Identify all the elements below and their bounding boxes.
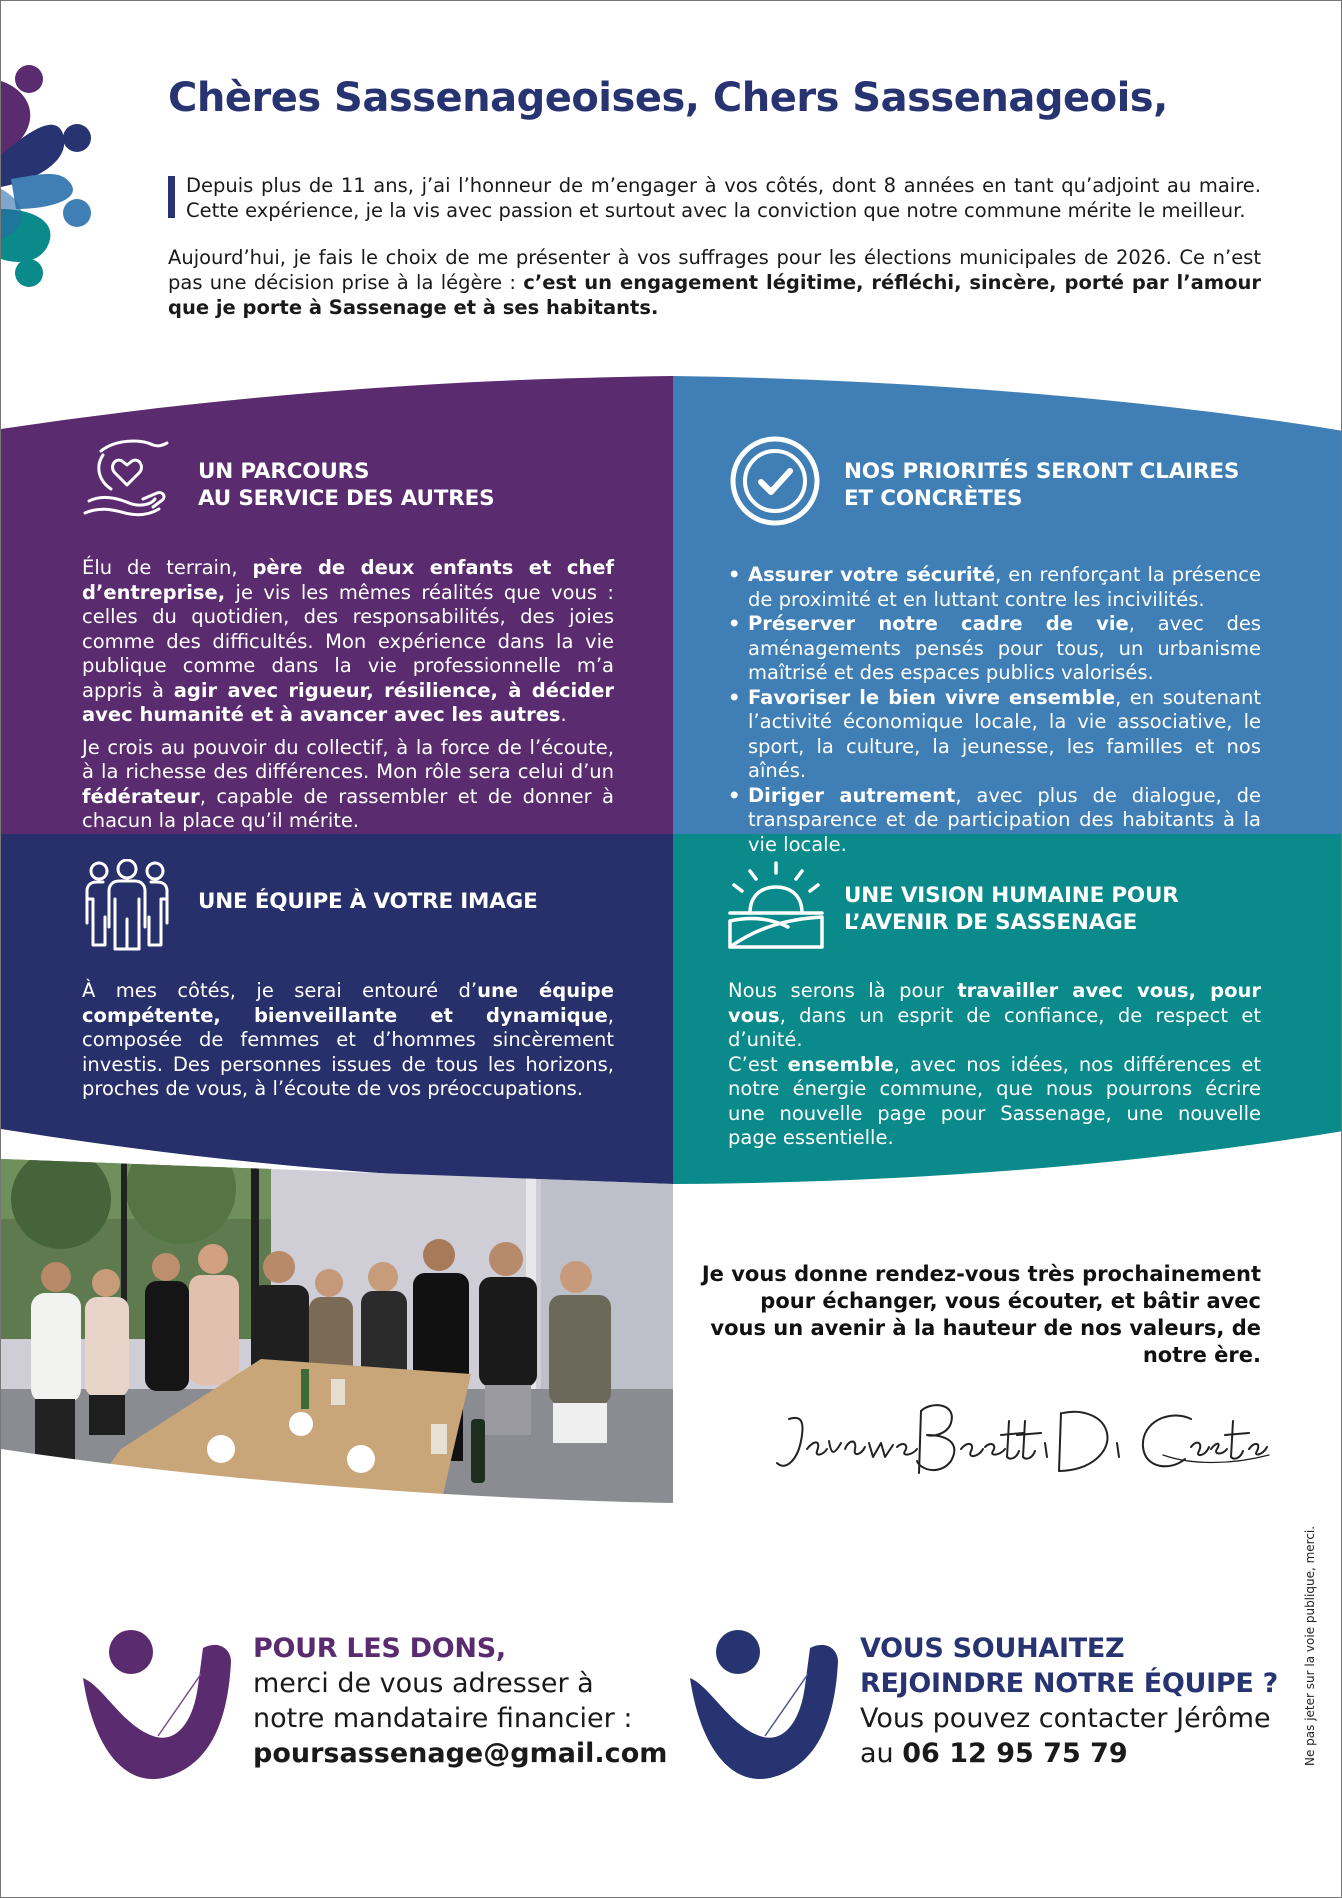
sunrise-icon	[728, 861, 824, 951]
page-title: Chères Sassenageoises, Chers Sassenageois,	[168, 75, 1168, 121]
rejoindre-title-1: VOUS SOUHAITEZ	[860, 1633, 1125, 1664]
team-photo	[1, 1159, 673, 1503]
rejoindre-phone-line: au 06 12 95 75 79	[860, 1738, 1128, 1769]
dons-email: poursassenage@gmail.com	[253, 1738, 668, 1769]
intro-paragraph-2: Aujourd’hui, je fais le choix de me présenter à vos suffrages pour les élections municipales de 2026. Ce n’est pas une décision prise à la légère : c’est un engagement légitime, réfléchi, sincère, porté par l’amour que je porte à Sassenage et à ses habitants.	[168, 246, 1261, 319]
heart-hands-icon	[81, 433, 173, 525]
side-note: Ne pas jeter sur la voie publique, merci.	[1303, 1525, 1317, 1766]
priorite-item: • Favoriser le bien vivre ensemble, en soutenant l’activité économique locale, la vie associative, le sport, la culture, la jeunesse, les familles et nos aînés.	[728, 686, 1261, 784]
equipe-text: À mes côtés, je serai entouré d’une équipe compétente, bienveillante et dynamique, composée de femmes et d’hommes sincèrement investis. Des personnes issues de tous les horizons, proches de vous, à l’écoute de vos préoccupations.	[82, 979, 614, 1100]
vision-text: Nous serons là pour travailler avec vous, pour vous, dans un esprit de confiance, de respect et d’unité. C’est ensemble, avec nos idées, nos différences et notre énergie commune, que nous pourrons écrire une nouvelle page pour Sassenage, une nouvelle page essentielle.	[728, 979, 1261, 1149]
rejoindre-logo-icon	[690, 1626, 840, 1781]
parcours-title: UN PARCOURS AU SERVICE DES AUTRES	[198, 459, 495, 511]
handwritten-signature	[771, 1391, 1271, 1481]
priorites-title: NOS PRIORITÉS SERONT CLAIRES ET CONCRÈTES	[844, 459, 1240, 511]
dons-line-2: notre mandataire financier :	[253, 1703, 633, 1734]
team-icon	[81, 859, 173, 951]
check-circle-icon	[729, 435, 821, 527]
rejoindre-phone: 06 12 95 75 79	[902, 1738, 1128, 1769]
intro-paragraph-1: Depuis plus de 11 ans, j’ai l’honneur de m’engager à vos côtés, dont 8 années en tant qu’adjoint au maire. Cette expérience, je la vis avec passion et surtout avec la conviction que notre commune mérite le meilleur.	[168, 173, 1261, 223]
rejoindre-title-2: REJOINDRE NOTRE ÉQUIPE ?	[860, 1668, 1278, 1699]
priorite-item: • Assurer votre sécurité, en renforçant la présence de proximité et en luttant contre les incivilités.	[728, 563, 1261, 612]
vision-title: UNE VISION HUMAINE POUR L’AVENIR DE SASSENAGE	[844, 883, 1179, 935]
closing-message: Je vous donne rendez-vous très prochainement pour échanger, vous écouter, et bâtir avec vous un avenir à la hauteur de nos valeurs, de notre ère.	[701, 1262, 1261, 1367]
rejoindre-line-1: Vous pouvez contacter Jérôme	[860, 1703, 1271, 1734]
priorite-item: • Préserver notre cadre de vie, avec des aménagements pensés pour tous, un urbanisme maîtrisé et des espaces publics valorisés.	[728, 612, 1261, 686]
dons-title: POUR LES DONS,	[253, 1633, 506, 1664]
rejoindre-block	[860, 1631, 1278, 1771]
parcours-text: Élu de terrain, père de deux enfants et chef d’entreprise, je vis les mêmes réalités que vous : celles du quotidien, des responsabilités, des joies comme des difficultés. Mon expérience dans la vie publique comme dans la vie professionnelle m’a appris à agir avec rigueur, résilience, à décider avec humanité et à avancer avec les autres. Je crois au pouvoir du collectif, à la force de l’écoute, à la richesse des différences. Mon rôle sera celui d’un fédérateur, capable de rassembler et de donner à chacun la place qu’il mérite.	[82, 556, 614, 832]
dons-logo-icon	[83, 1626, 233, 1781]
dons-line-1: merci de vous adresser à	[253, 1668, 594, 1699]
quadrant-backgrounds	[1, 1, 1342, 1898]
priorites-list	[728, 563, 1261, 857]
priorite-item: • Diriger autrement, avec plus de dialogue, de transparence et de participation des habitants à la vie locale.	[728, 784, 1261, 858]
equipe-title: UNE ÉQUIPE À VOTRE IMAGE	[198, 889, 538, 914]
dons-block	[253, 1631, 667, 1771]
